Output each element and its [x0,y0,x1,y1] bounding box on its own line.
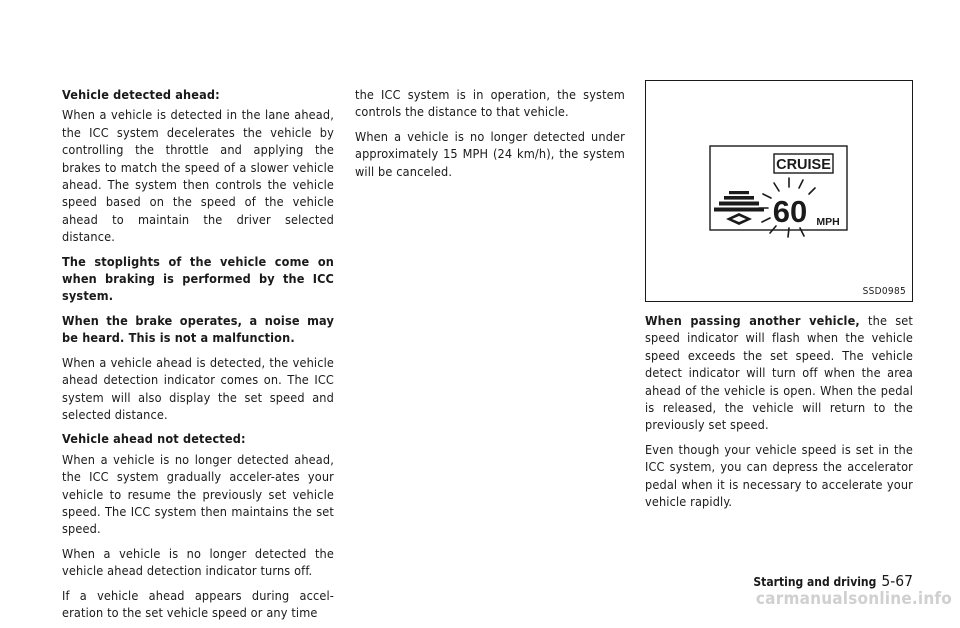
set-speed-value: 60 [772,194,808,229]
figure-code: SSD0985 [862,286,906,297]
middle-column [355,86,625,187]
cruise-label: CRUISE [776,157,831,173]
paragraph: When a vehicle is no longer detected under approximately 15 MPH (24 km/h), the system will be canceled. [355,128,625,179]
speed-unit-label: MPH [816,216,840,228]
page-footer [730,571,913,590]
paragraph-body: the set speed indicator will flash when the vehicle speed exceeds the set speed. The vehicle detect indicator will turn off when the area ahead of the vehicle is open. When the pedal is released, the vehicle will return to the previously set speed. [645,313,914,433]
heading-vehicle-detected-ahead: Vehicle detected ahead: [62,87,220,102]
paragraph-passing-vehicle [645,312,913,434]
paragraph: When a vehicle is detected in the lane ahead, the ICC system decelerates the vehicle by controlling the throttle and applying the brakes to match the speed of a slower vehicle ahead. The system then controls the vehicle speed based on the speed of the vehicle ahead to maintain the driver selected distance. [62,107,334,245]
right-column [645,312,913,517]
left-column [62,86,334,628]
footer-section-title: Starting and driving [753,575,877,589]
paragraph-lead-bold: When passing another vehicle, [645,313,860,328]
paragraph: Even though your vehicle speed is set in the ICC system, you can depress the accelerator pedal when it is necessary to accelerate your vehicle rapidly. [645,441,913,510]
paragraph: the ICC system is in operation, the system controls the distance to that vehicle. [355,87,625,120]
paragraph: When a vehicle is no longer detected ahead, the ICC system gradually acceler-ates your vehicle to resume the previously set vehicle speed. The ICC system then maintains the set speed. [62,451,334,537]
paragraph-brake-noise-bold: When the brake operates, a noise may be heard. This is not a malfunction. [62,312,334,346]
paragraph: When a vehicle is no longer detected the vehicle ahead detection indicator turns off. [62,545,334,579]
cruise-display-figure [645,80,913,302]
watermark: carmanualsonline.info [755,589,952,609]
paragraph-stoplights-bold: The stoplights of the vehicle come on when braking is performed by the ICC system. [62,253,334,304]
paragraph: If a vehicle ahead appears during accel-eration to the set vehicle speed or any time [62,587,334,620]
paragraph: When a vehicle ahead is detected, the vehicle ahead detection indicator comes on. The ICC system will also display the set speed and selected distance. [62,354,334,422]
cruise-display-illustration [646,81,912,301]
heading-vehicle-ahead-not-detected: Vehicle ahead not detected: [62,431,246,447]
page-number: 5-67 [881,572,913,590]
